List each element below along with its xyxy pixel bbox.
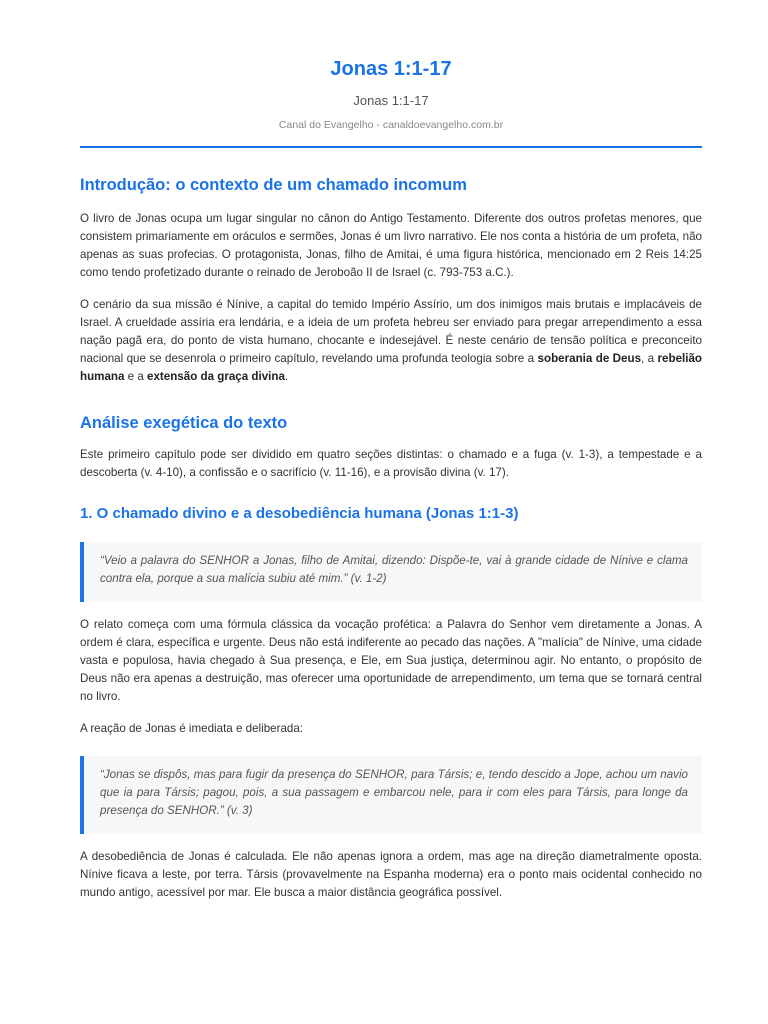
- document-title: Jonas 1:1-17: [330, 58, 452, 80]
- scripture-quote-1: [80, 542, 702, 602]
- intro-paragraph-2: [80, 296, 702, 386]
- header-divider: [80, 146, 702, 148]
- scripture-quote-2-text: “Jonas se dispôs, mas para fugir da presença do SENHOR, para Társis; e, tendo descido a Jope, achou um navio que ia para Társis; pagou, pois, a sua passagem e embarcou nele, para ir com eles para Társis, para longe da presença do SENHOR.” (v. 3): [100, 768, 688, 817]
- subsection-1-paragraph-1: O relato começa com uma fórmula clássica da vocação profética: a Palavra do Senhor vem diretamente a Jonas. A ordem é clara, específica e urgente. Deus não está indiferente ao pecado das nações. A "malícia" de Nínive, uma cidade vasta e populosa, havia chegado à Sua presença, e Ele, em Sua justiça, determinou agir. No entanto, o propósito de Deus não era apenas a destruição, mas oferecer uma oportunidade de arrependimento, um tema que se tornará central no livro.: [80, 618, 702, 703]
- intro-p2-emphasis-rebellion: rebelião humana: [80, 352, 702, 383]
- intro-paragraph-1: O livro de Jonas ocupa um lugar singular no cânon do Antigo Testamento. Diferente dos outros profetas menores, que consistem primariamente em oráculos e sermões, Jonas é um livro narrativo. Ele nos conta a história de um profeta, não apenas as suas profecias. O protagonista, Jonas, filho de Amitai, é uma figura histórica, mencionado em 2 Reis 14:25 como tendo profetizado durante o reinado de Jeroboão II de Israel (c. 793-753 a.C.).: [80, 212, 702, 279]
- intro-p2-text-start: O cenário da sua missão é Nínive, a capital do temido Império Assírio, um dos inimigos mais brutais e implacáveis de Israel. A crueldade assíria era lendária, e a ideia de um profeta hebreu ser enviado para pregar arrependimento a essa nação pagã era, do ponto de vista humano, chocante e indesejável. É neste cenário de tensão política e preconceito nacional que se desenrola o primeiro capítulo, revelando uma profunda teologia sobre a: [80, 298, 702, 365]
- intro-p2-sep-1: , a: [641, 352, 658, 365]
- subsection-1-paragraph-2: A reação de Jonas é imediata e deliberada:: [80, 722, 304, 735]
- intro-p2-emphasis-grace: extensão da graça divina: [147, 370, 285, 383]
- intro-p2-sep-2: e a: [124, 370, 148, 383]
- intro-section: [80, 174, 702, 386]
- subsection-1-paragraph-3: A desobediência de Jonas é calculada. Ele não apenas ignora a ordem, mas age na direção diametralmente oposta. Nínive ficava a leste, por terra. Társis (provavelmente na Espanha moderna) era o ponto mais ocidental conhecido no mundo antigo, acessível por mar. Ele busca a maior distância geográfica possível.: [80, 850, 702, 899]
- analysis-paragraph-1: Este primeiro capítulo pode ser dividido em quatro seções distintas: o chamado e a fuga (v. 1-3), a tempestade e a descoberta (v. 4-10), a confissão e o sacrifício (v. 11-16), e a provisão divina (v. 17).: [80, 448, 702, 479]
- analysis-heading: Análise exegética do texto: [80, 414, 288, 432]
- document-header: [80, 0, 702, 132]
- intro-p2-emphasis-sovereignty: soberania de Deus: [537, 352, 642, 365]
- document-source: Canal do Evangelho - canaldoevangelho.com.br: [278, 119, 504, 131]
- analysis-section: [80, 412, 702, 902]
- scripture-quote-2: [80, 756, 702, 834]
- intro-heading: Introdução: o contexto de um chamado incomum: [80, 176, 467, 194]
- scripture-quote-1-text: “Veio a palavra do SENHOR a Jonas, filho de Amitai, dizendo: Dispõe-te, vai à grande cidade de Nínive e clama contra ela, porque a sua malícia subiu até mim.” (v. 1-2): [100, 554, 688, 585]
- subsection-1-heading: 1. O chamado divino e a desobediência humana (Jonas 1:1-3): [80, 505, 519, 522]
- document-subtitle: Jonas 1:1-17: [353, 93, 429, 108]
- intro-p2-text-end: .: [284, 370, 289, 383]
